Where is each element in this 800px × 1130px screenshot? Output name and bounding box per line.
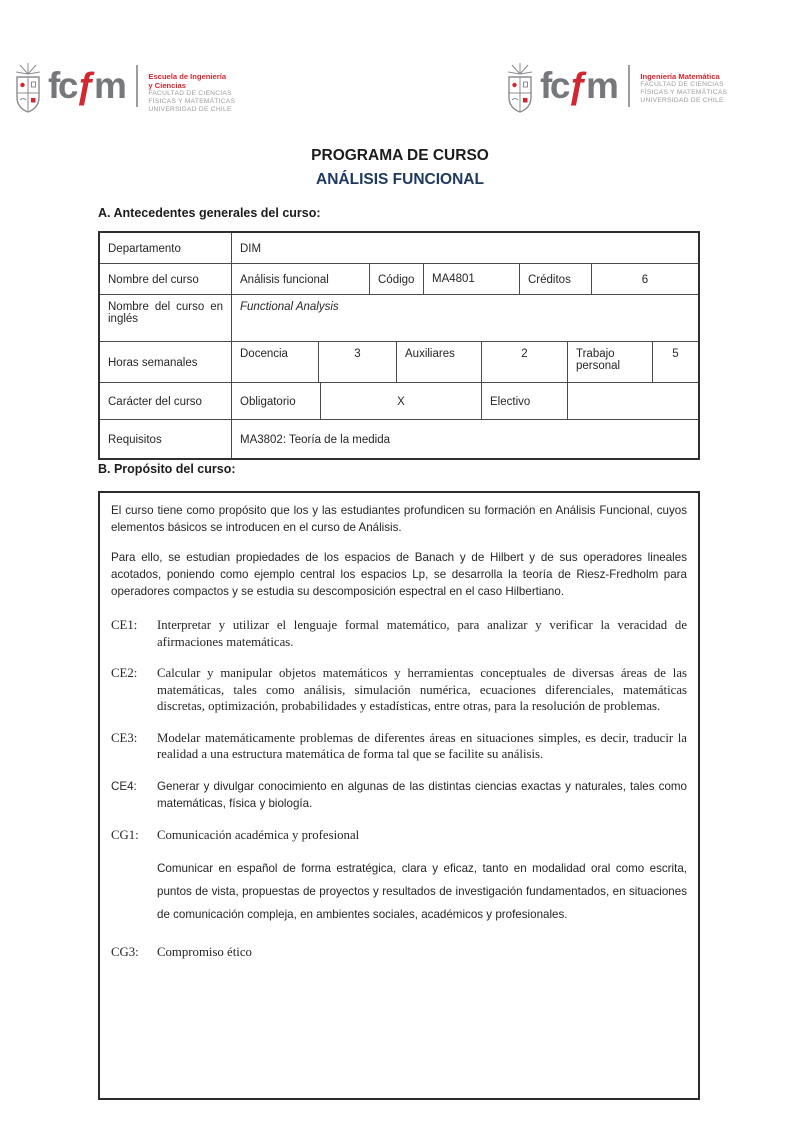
logo-divider xyxy=(628,65,630,107)
wordmark-red-part: ƒ xyxy=(567,65,586,106)
creditos-value: 6 xyxy=(641,274,649,286)
logo-faculty-line: FACULTAD DE CIENCIAS xyxy=(148,90,232,97)
nombre-ingles-label: Nombre del curso en inglés xyxy=(100,295,232,341)
section-b-heading: B. Propósito del curso: xyxy=(98,462,236,476)
university-shield-icon xyxy=(506,62,534,114)
competency-item-cg3 xyxy=(111,944,687,961)
departamento-label: Departamento xyxy=(100,233,232,263)
nombre-curso-value: Análisis funcional xyxy=(232,264,370,294)
trabajo-personal-value: 5 xyxy=(672,348,679,360)
competency-code: CE1: xyxy=(111,618,138,632)
competency-item-ce4 xyxy=(111,778,687,812)
logo-unit-line: y Ciencias xyxy=(148,81,186,90)
document-title: PROGRAMA DE CURSO xyxy=(311,147,489,164)
departamento-value: DIM xyxy=(240,243,262,255)
logo-faculty-line: UNIVERSIDAD DE CHILE xyxy=(148,105,232,113)
competency-code: CE3: xyxy=(111,730,138,745)
competency-text: Comunicación académica y profesional xyxy=(157,827,360,842)
competency-item-cg1 xyxy=(111,827,687,844)
caracter-curso-label: Carácter del curso xyxy=(100,383,232,419)
nombre-ingles-value: Functional Analysis xyxy=(240,301,339,313)
wordmark-gray-part: fc xyxy=(48,65,76,106)
wordmark-gray-part: m xyxy=(585,65,617,106)
wordmark-gray-part: fc xyxy=(540,65,568,106)
requisitos-label: Requisitos xyxy=(100,420,232,458)
purpose-paragraph-1: El curso tiene como propósito que los y las estudiantes profundicen su formación en Análisis Funcional, cuyos elementos básicos se introducen en el curso de Análisis. xyxy=(111,504,687,534)
auxiliares-label: Auxiliares xyxy=(397,342,482,382)
fcfm-wordmark xyxy=(48,62,124,110)
creditos-label: Créditos xyxy=(520,264,592,294)
obligatorio-label: Obligatorio xyxy=(232,383,321,419)
obligatorio-value: X xyxy=(321,383,482,419)
competency-cg1-description: Comunicar en español de forma estratégica, clara y eficaz, tanto en modalidad oral como escrita, puntos de vista, propuestas de proyectos y resultados de investigación fundamentados, en situaciones de comunicación compleja, en ambientes sociales, académicos y profesionales. xyxy=(157,862,687,921)
table-row-requisitos xyxy=(100,419,698,458)
logo-faculty-line: FÍSICAS Y MATEMÁTICAS xyxy=(148,97,236,105)
wordmark-gray-part: m xyxy=(93,65,125,106)
competency-item-ce2 xyxy=(111,665,687,715)
table-row-nombre-curso xyxy=(100,263,698,294)
logo-unit-line: Escuela de Ingeniería xyxy=(148,72,227,81)
requisitos-value: MA3802: Teoría de la medida xyxy=(240,434,391,446)
horas-semanales-label: Horas semanales xyxy=(100,342,232,382)
table-row-nombre-ingles xyxy=(100,294,698,341)
section-a-heading: A. Antecedentes generales del curso: xyxy=(98,206,321,220)
course-purpose-box xyxy=(98,491,700,1100)
logo-text-block xyxy=(640,62,727,104)
electivo-label: Electivo xyxy=(482,383,568,419)
logo-unit-line: Ingeniería Matemática xyxy=(640,72,720,81)
table-row-departamento xyxy=(100,233,698,263)
fcfm-wordmark xyxy=(540,62,616,110)
fcfm-logo-right xyxy=(506,62,727,114)
competency-item-ce3 xyxy=(111,730,687,763)
table-row-caracter-curso xyxy=(100,382,698,419)
competency-code: CE2: xyxy=(111,666,138,680)
course-title: ANÁLISIS FUNCIONAL xyxy=(316,171,484,188)
logo-faculty-line: FÍSICAS Y MATEMÁTICAS xyxy=(640,88,728,96)
competency-text: Calcular y manipular objetos matemáticos y herramientas conceptuales de diversas áreas de las matemáticas, tales como análisis, simulación numérica, ecuaciones diferenciales, matemáticas discretas, optimización, probabilidades y estadísticas, entre otras, para la resolución de problemas. xyxy=(157,666,687,713)
codigo-value: MA4801 xyxy=(424,264,520,294)
fcfm-logo-left xyxy=(14,62,235,114)
competency-text: Interpretar y utilizar el lenguaje formal matemático, para analizar y verificar la veracidad de afirmaciones matemáticas. xyxy=(157,618,687,649)
logo-faculty-line: UNIVERSIDAD DE CHILE xyxy=(640,96,724,104)
nombre-curso-label: Nombre del curso xyxy=(100,264,232,294)
university-shield-icon xyxy=(14,62,42,114)
auxiliares-value: 2 xyxy=(482,342,568,382)
general-info-table xyxy=(98,231,700,460)
wordmark-red-part: ƒ xyxy=(75,65,94,106)
logo-divider xyxy=(136,65,138,107)
competency-code: CG1: xyxy=(111,827,139,842)
competency-text: Compromiso ético xyxy=(157,945,252,959)
codigo-label: Código xyxy=(370,264,424,294)
competency-item-ce1 xyxy=(111,617,687,650)
logo-text-block xyxy=(148,62,235,113)
competency-text: Generar y divulgar conocimiento en algunas de las distintas ciencias exactas y naturales, tales como matemáticas, física y biología. xyxy=(157,779,687,810)
competency-code: CG3: xyxy=(111,945,139,959)
electivo-value xyxy=(568,383,698,419)
logo-faculty-line: FACULTAD DE CIENCIAS xyxy=(640,81,724,88)
docencia-value: 3 xyxy=(319,342,397,382)
purpose-paragraph-2: Para ello, se estudian propiedades de los espacios de Banach y de Hilbert y de sus operadores lineales acotados, poniendo como ejemplo central los espacios Lp, se desarrolla la teoría de Riesz-Fredholm para operadores compactos y se estudia su descomposición espectral en el caso Hilbertiano. xyxy=(111,551,687,598)
competency-code: CE4: xyxy=(111,779,137,793)
trabajo-personal-label: Trabajo personal xyxy=(568,342,653,382)
competency-text: Modelar matemáticamente problemas de diferentes áreas en situaciones simples, es decir, traducir la realidad a una estructura matemática de forma tal que se facilite su análisis. xyxy=(157,730,687,761)
table-row-horas-semanales xyxy=(100,341,698,382)
docencia-label: Docencia xyxy=(232,342,319,382)
